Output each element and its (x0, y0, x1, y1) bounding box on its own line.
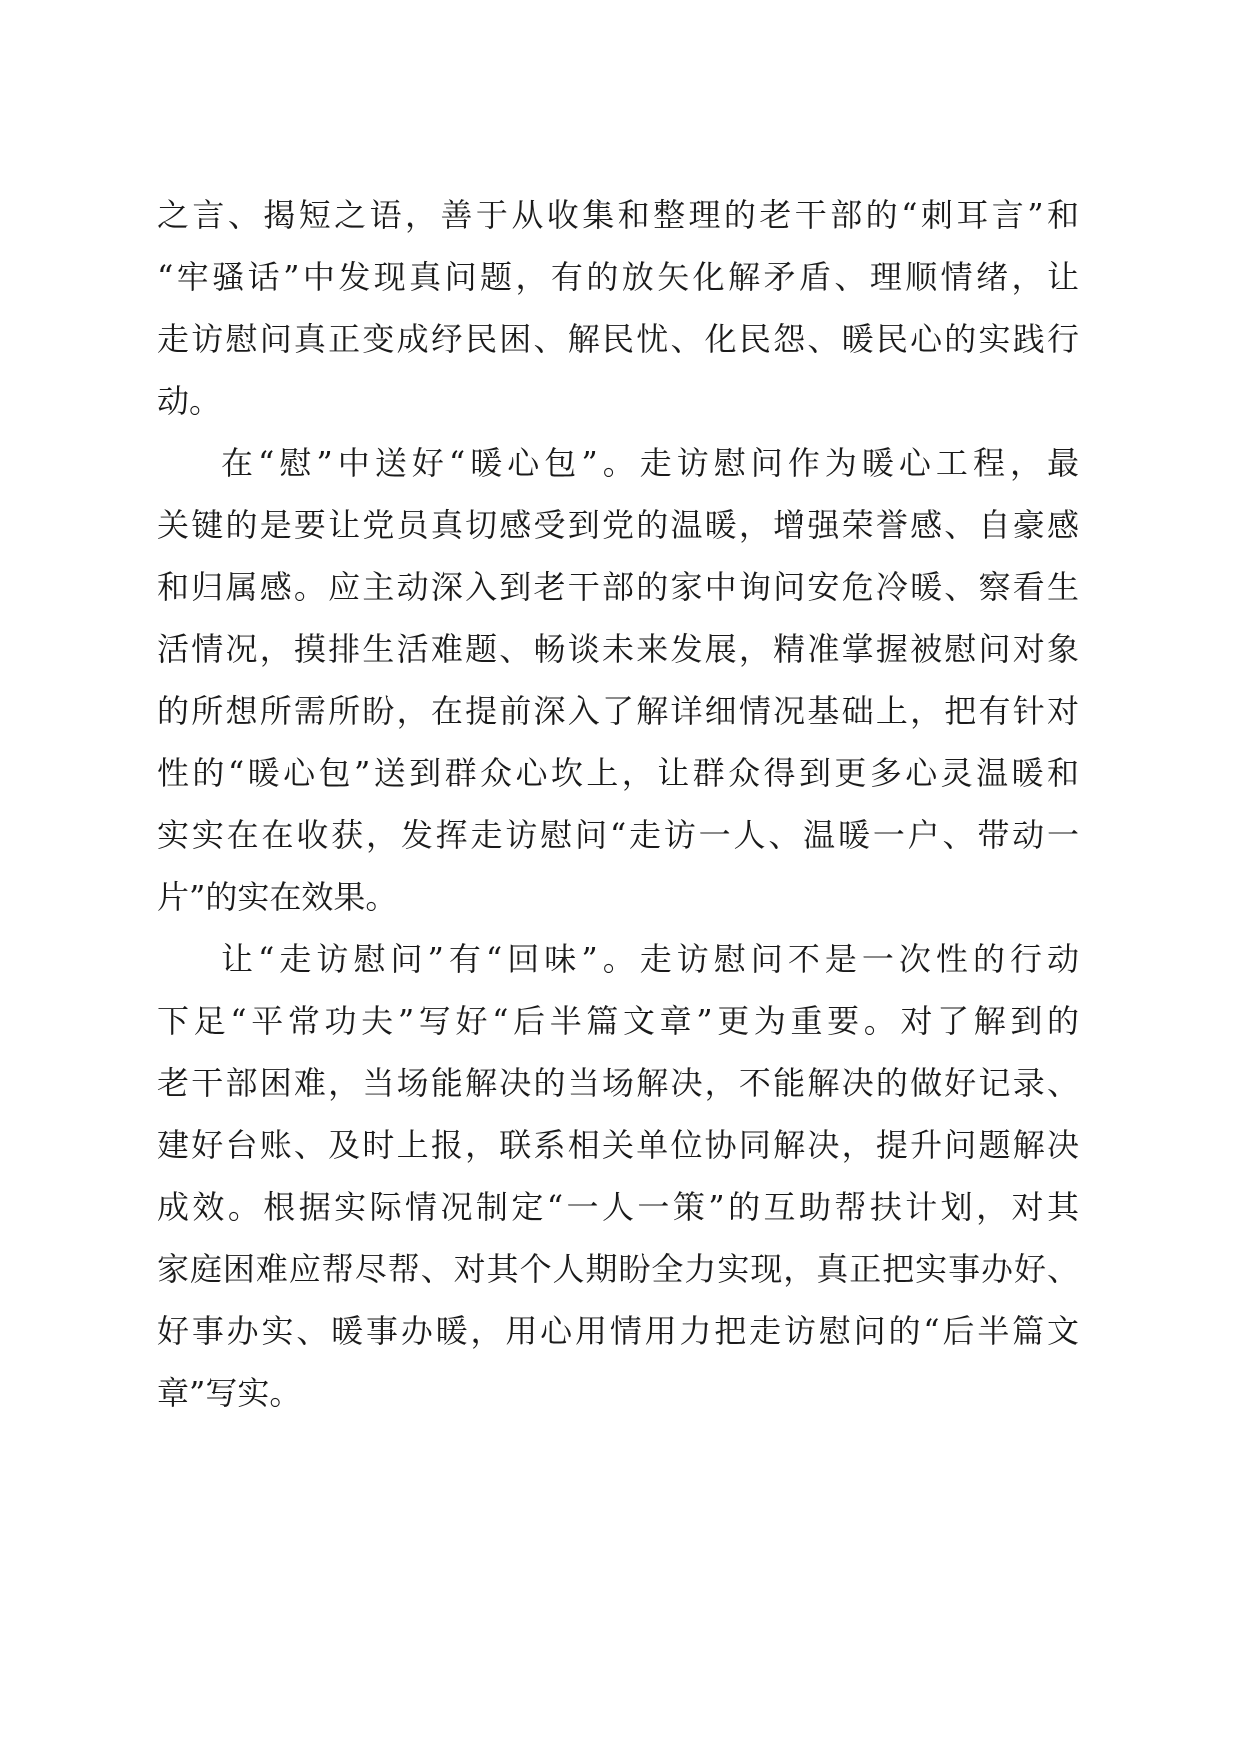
text-line: 建好台账、及时上报，联系相关单位协同解决，提升问题解决 (157, 1126, 1079, 1164)
text-line: 之言、揭短之语，善于从收集和整理的老干部的“刺耳言”和 (157, 196, 1079, 234)
document-body (157, 184, 1079, 1424)
text-line: 老干部困难，当场能解决的当场解决，不能解决的做好记录、 (157, 1064, 1079, 1102)
text-line: 章”写实。 (157, 1374, 302, 1412)
text-line: 性的“暖心包”送到群众心坎上，让群众得到更多心灵温暖和 (157, 754, 1079, 792)
text-line: 好事办实、暖事办暖，用心用情用力把走访慰问的“后半篇文 (157, 1312, 1079, 1350)
text-line: 关键的是要让党员真切感受到党的温暖，增强荣誉感、自豪感 (157, 506, 1079, 544)
text-line: 的所想所需所盼，在提前深入了解详细情况基础上，把有针对 (157, 692, 1079, 730)
text-line: 实实在在收获，发挥走访慰问“走访一人、温暖一户、带动一 (157, 816, 1079, 854)
text-line: 让“走访慰问”有“回味”。走访慰问不是一次性的行动 (221, 940, 1079, 978)
text-line: “牢骚话”中发现真问题，有的放矢化解矛盾、理顺情绪，让 (157, 258, 1079, 296)
text-line: 片”的实在效果。 (157, 878, 398, 916)
text-line: 下足“平常功夫”写好“后半篇文章”更为重要。对了解到的 (157, 1002, 1079, 1040)
text-line: 在“慰”中送好“暖心包”。走访慰问作为暖心工程，最 (221, 444, 1079, 482)
paragraph-1 (157, 184, 1079, 432)
text-line: 动。 (157, 382, 222, 420)
text-line: 家庭困难应帮尽帮、对其个人期盼全力实现，真正把实事办好、 (157, 1250, 1079, 1288)
paragraph-3 (157, 928, 1079, 1424)
text-line: 和归属感。应主动深入到老干部的家中询问安危冷暖、察看生 (157, 568, 1079, 606)
text-line: 成效。根据实际情况制定“一人一策”的互助帮扶计划，对其 (157, 1188, 1079, 1226)
paragraph-2 (157, 432, 1079, 928)
text-line: 活情况，摸排生活难题、畅谈未来发展，精准掌握被慰问对象 (157, 630, 1079, 668)
text-line: 走访慰问真正变成纾民困、解民忧、化民怨、暖民心的实践行 (157, 320, 1079, 358)
